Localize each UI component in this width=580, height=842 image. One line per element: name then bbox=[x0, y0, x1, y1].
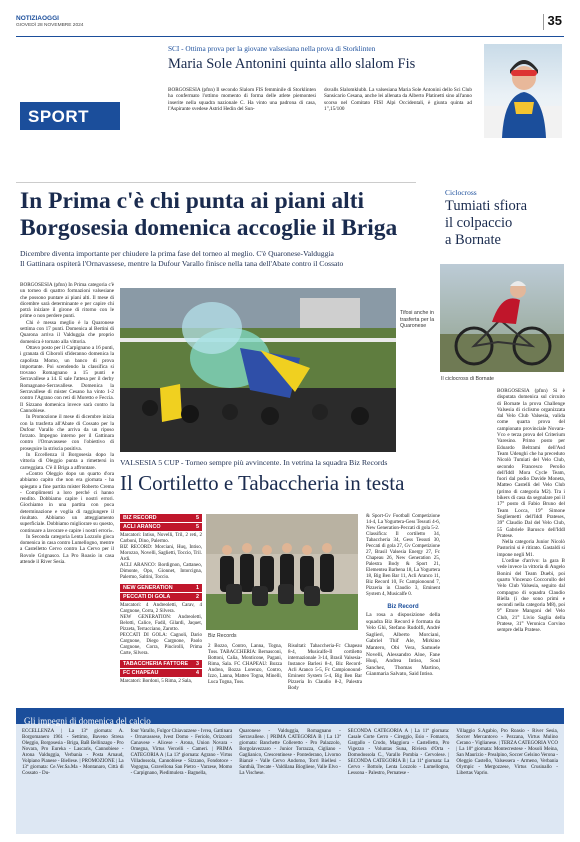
scorers-3: Marcatori: Bordoni, 5 Rima, 2 Sala, bbox=[120, 679, 192, 684]
results-cont: & Sport-Gv Football Competizione 14-4, La Yogurtera-Gess Tessuti 4-6, New Generation-Peccati di gola 5-2. bbox=[366, 514, 440, 531]
team-caption: Biz Records bbox=[208, 633, 237, 639]
score-row: FC CHAPEAU 4 bbox=[120, 669, 202, 677]
cycling-title-3: a Bornate bbox=[445, 232, 501, 248]
body-p5: In Eccellenza il Borgosesia dopo la vittoria di Oleggio punta a rimettersi in carreggiata. C'è il Briga a affrontare. bbox=[20, 452, 114, 471]
stadium-caption: Tifosi anche in trasferta per la Quaronese bbox=[400, 310, 435, 329]
cyclist-photo bbox=[440, 264, 564, 372]
ski-kicker: SCI - Ottima prova per la giovane valsesiana nella prova di Storklinten bbox=[168, 44, 376, 53]
main-headline bbox=[20, 188, 440, 242]
fixtures-col-4: SECONDA CATEGORIA A | La 11ª giornata: Casale Corte Cerro - Cireggio, Esio - Fomarco, Gargallo - Crodo, Maggiora - Castelletto, Pro Vigezzo - Voluntas Suna, Riviera d'Orta - Domodossola C., Varallo Pombia - Cervolese. | SECONDA CATEGORIA B | La 11ª giornata: La Cervo - Bottole, Lenta Lozzolo - Lumellogno, Lessona - Palestro, Pernatese - bbox=[347, 729, 450, 776]
valsesia-right bbox=[366, 514, 440, 678]
scorers-1: Marcatori: Intiso, Novelli, Tril, 2 reti, 2 Carboni, Dino, Palermo. bbox=[120, 533, 202, 544]
fixtures-col-5: Villaggio S.Agabio, Pro Roasio - River Sesia, Soccer Mercantovo - Pezzana, Virtus Mulino Cerano - Viglianese. | TERZA CATEGORIA VCO | La 10ª giornata: Montecrestese - Mosoli Meina, San Maurizio - Prealpino, Soccer Gelsino Verona - Oleggio Castello, Valsessera - Armeno, Verbania Olympic - Mergozzese, Virtus Crusinallo - Libertas Vaprio. bbox=[456, 729, 558, 776]
score-row: PECCATI DI GOLA 2 bbox=[120, 593, 202, 601]
score-row: ACLI ARANCO 5 bbox=[120, 523, 202, 531]
cycling-p1: BORGOSESIA (pfnn) Si è disputata domenica sul circuito di Bornate la prova Challenge Valsesia di ciclismo organizzata dal Velo Club Valsesia, valida come quarta prova del campionato provinciale Novara-Vco e terza prova del Criterium Varesino. Primo posto per Edoardo Beltrami dell'Asd Team Udenghi che ha preceduto Nicolò Tumiati del Velo Club, secondo Francesco Perolio dell'Iddl Mora Cycle Team, fuori dal podio Davide Moneta, Matteo Castelli del Velo Club (primo di categoria M2). Tra i bikers di casa da segnalare poi il 17° posto di Fabio Bruno del Team Locca, 19° Simone Sogliemetti dell'Iddl Prateses, 39° Claudio Dal del Velo Club, 55 Gabriele Barusco dell'Iddl Pratese. bbox=[497, 388, 565, 539]
ski-article bbox=[168, 44, 473, 112]
valsesia-results-text: Risultati: Tabaccheria-Fc Chapeau 8-4, Musicalfe-Il cortiletto internazionale 3-14, Brasil Valsesia-Instance Barlesi 8-4, Biz Record-Acli Aranco 5-5, Fc Campionound-Eminent System 5-4, Big Ben Bar Pizzeria In Claudio 8-2, Palestra Body bbox=[288, 644, 362, 691]
score-row: BIZ RECORD 5 bbox=[120, 514, 202, 522]
stadium-photo bbox=[120, 288, 396, 452]
main-body bbox=[20, 282, 114, 565]
fixtures-col-3: Quaronese - Valduggia, Romagnano - Serravallese. | PRIMA CATEGORIA B | La 13ª giornata: Banchette Colleretto - Pro Palazzolo, Borgolavezzaro - Junior Torrazza, Cigliano - Gaglianico, Crescentinese - Pontederano, Livorno Bianzè - Valle Cervo Andorno, Torri Biellesi - Santhià, Trecate - Valdilana Biogliese, Valle Elvo - La Vischese. bbox=[239, 729, 341, 776]
cycling-kicker: Ciclocross bbox=[445, 188, 477, 197]
headline-1: In Prima c'è chi punta ai piani alti bbox=[20, 188, 365, 214]
date: GIOVEDÌ 28 NOVEMBRE 2024 bbox=[16, 23, 84, 28]
page-number: 35 bbox=[547, 13, 562, 28]
ski-title: Maria Sole Antonini quinta allo slalom Fis bbox=[168, 56, 416, 72]
cycling-body bbox=[497, 388, 565, 634]
fixtures-title-bar bbox=[16, 708, 564, 724]
cycling-p2: Nella categoria Junior Nicolò Pastorini si è ritirato. Gastaldi si impone negli M1. bbox=[497, 539, 565, 558]
body-p7: In Seconda categoria Lenta Lozzolo gioca domenica in casa contro Lumellogno, mentre a Castelletto Cervo contro La Cervo per il Rovole Grignasco. La Pro Roasio in casa attende il River Sesia. bbox=[20, 533, 114, 566]
main-summary bbox=[20, 249, 440, 269]
scorers-2: Marcatori: 4 Andreoletti, Carav, 4 Cargnone, Corra, 2 Silvera. bbox=[120, 603, 202, 614]
summary-1: Dicembre diventa importante per chiudere la prima fase del torneo al meglio. C'è Quaronese-Valduggia bbox=[20, 249, 334, 258]
valsesia-results bbox=[120, 514, 202, 685]
lineup-peccati: PECCATI DI GOLA: Cagnoli, Dario Cargnone, Diego Cargnone, Paolo Cargnone, Corra, Pincirolli, Prima Carte, Silvera. bbox=[120, 633, 202, 656]
section-label: SPORT bbox=[20, 102, 120, 130]
biz-text: La rosa a disposizione della squadra Biz Record è formata da Velo Ghi, Stefano Rudolfi, André Saglieri, Alberto Morciani, Gabriel Thif Ale, Mirkino Mantero, Obi Vera, Samuele Novelli, Alessandro Aloe, Fane Huqi, Andrea Intiso, Soul Sanchez, Thomas Martino, Gianmaria Salvato, Said Intiso. bbox=[366, 612, 440, 678]
score-row: TABACCHERIA FATTORE 3 bbox=[120, 660, 202, 668]
team-photo bbox=[206, 514, 358, 630]
ski-col-2: dsvalls Slalomklubb. La valsesiana Maria Sole Antonini dello Sci Club Sansicario Cesana, anche lei allenata da Alberto Platinetti sino all'anno scorso nel Comitato FISI Alpi Occidentali, è giunta quinta ad 1",15/100 bbox=[324, 87, 472, 112]
fixtures-box bbox=[16, 708, 564, 834]
cycling-head bbox=[445, 188, 565, 249]
fixtures-col-1: ECCELLENZA | La 13ª giornata: A. Borgomanero 1961 - Settimo, Baveno Stresa Oleggio, Borgosesia - Briga, BaB Bellinzago - Pro Novara, Pro Eureka - Lascaris, Cannobiese - Arona Valduggia, Verbania - Posta Arnaud, Volpiano Pianese - Biellese. | PROMOZIONE | La 13ª giornata: Ce.Ver.Sa.Ma - Montanaro, Città di Cossato - Du- bbox=[22, 729, 124, 776]
skier-photo bbox=[484, 44, 562, 138]
summary-2: Il Gattinara ospiterà l'Ornavassese, mentre la Dufour Varallo finisce nella tana dell'Abate contro il Cossato bbox=[20, 259, 344, 268]
valsesia-mid-text: 2 Bozzo, Contro, Lanna, Togna, Toss. TABACCHERIA: Bernasconi, Bottoni, Calia, Monticone, Pagani, Rima, Sala. FC CHAPEAU: Bozza Andrea, Bozza Lorenzo, Contro, Izzo, Lanna, Matteo Togna, Minelli, Luca Togna, Toss. bbox=[208, 644, 282, 685]
body-p6: «Contro Oleggio dopo un quarto d'ora abbiamo capito che non era giornata - ha spiegato a fine partita mister Roberto Crema - Complimenti a loro perché ci hanno rendito. Dobbiamo capire i nostri errori. Giochiamo in una partita con poca determinazione e voglia di raggiungere il risultato. Abbiamo un atteggiamento superficiale. Dobbiamo migliorare su questo, continuare a lavorare e capire i nostri errori». bbox=[20, 470, 114, 534]
biz-heading: Biz Record bbox=[387, 604, 419, 610]
brand: NOTIZIAOGGI bbox=[16, 15, 59, 22]
valsesia-head bbox=[120, 458, 490, 496]
fixtures-col-2: four Varallo, Fulgor Chiavazzese - Ivrea, Gattinara - Ornavassese, Ivest Domo - Feriolo, Orizzonti Canavese - Alicese - Arona, Union Novara - Omegna, Virtus Vercelli - Cameri. | PRIMA CATEGORIA A | La 13ª giornata: Agrano - Virtus Villadossola, Cannobiese - Sizzano, Fondotoce - Vogogna, Gravellona San Pietro - Varzese, Momo - Carpignano, Piedimulera - Bagnella, bbox=[130, 729, 233, 776]
body-p4: In Promozione il mese di dicembre inizia con la trasferta all'Abate di Cossato per la Dufour Varallo che arriva da un riposo forzato. Impegno interno per il Gattinara contro l'Ornavassese con l'obiettivo di proseguire la striscia positiva. bbox=[20, 414, 114, 452]
classifica: Classifica: Il cortiletto 34, Tabaccheria 34, Gess Tessuti 30, Peccati di gola 27, Gv Competizione 27, Brasil Valsesia Energy 27, Fc Chapeau 26, New Generation 25, Palestra Body & Sport 21, Elementea Barbena 18, La Yogurtera 18, Big Ben Bar 11, Acli Aranco 11, Biz Record 10, Fc Campionound 7, Pizzeria in Claudio 3, Eminent System 4, Musicalfe 0. bbox=[366, 532, 440, 597]
fixtures-title: Gli impegni di domenica del calcio bbox=[24, 716, 151, 726]
headline-2: Borgosesia domenica accoglie il Briga bbox=[20, 215, 398, 241]
cycling-title-1: Tumiati sfiora bbox=[445, 198, 528, 214]
valsesia-title: Il Cortiletto e Tabaccheria in testa bbox=[120, 471, 405, 495]
score-row: NEW GENERATION 1 bbox=[120, 584, 202, 592]
cycling-caption: Il ciclocross di Bornate bbox=[441, 376, 494, 382]
lineup-newgen: NEW GENERATION: Andreoletti, Belotti, Calice, Fadil, Gilardi, Jaquet, Pizzeta, Terracciano, Zarotto. bbox=[120, 615, 202, 632]
header bbox=[16, 13, 564, 37]
lineup-biz: BIZ RECORD: Morciani, Huq, Intiso, Morozzo, Novelli, Saglietti, Toccio, Tril. Ardi. bbox=[120, 545, 202, 562]
body-p3: Ottavo posto per il Carpignano a 16 punti, i granata di Ciboroli sfideranno domenica la capolista Momo, un banco di prova importante. Poi scendendo la classifica si trovano Romagnano a 15 punti e Serravallese a 14. E sale l'attesa per il derby Romagnano-Serravallese. Domenica la Serravallese di mister Cesano ha vinto 1-2 contro l'Agrano con reti di Moretto e Feccia. Il Sizzano domenica invece sarà contro la Cannobiese. bbox=[20, 344, 114, 414]
body-p2: Chi è messa meglio è la Quaronese settima con 17 punti. Domenica al Bertini di Quarona arriva il Valduggia che proprio domenica è tornato alla vittoria. bbox=[20, 319, 114, 345]
cycling-p3: L'ordine d'arrivo: la gara B vede invece la vittoria di Angelo Bonini del Team Duebì, poi quarto Vincenzo Coccorullo del Velo Club Valsesia, seguito dal compagno di squadra Claudio Biella (i due sono primi e secondi nella categoria M8), poi 9° Ettore Mangoni del Velo Club, 21° Livio Saglia della Pratese, 31° Veronica Corvino sempre della Pratese. bbox=[497, 558, 565, 634]
lineup-acli: ACLI ARANCO: Bordignon, Cattaneo, Dimonte, Opo, Gionnet, Intorcigna, Palermo, Saltini, Toccio. bbox=[120, 563, 202, 580]
body-p1: BORGOSESIA (pfnn) In Prima categoria c'è un torneo di quattro formazioni valsesiane che possono puntare ai piani alti. Il mese di dicembre sarà determinante e per capire chi potrà iniziare il girone di ritorno con le prime o non perdere punti. bbox=[20, 282, 114, 320]
cycling-title-2: il colpaccio bbox=[445, 215, 513, 231]
ski-col-1: BORGOSESIA (pfnn) Il secondo Slalom FIS femminile di Storklinten ha confermato l'ottimo momento di forma delle atlete piemontesi inserite nella squadra nazionale C. Ha vinto una padrona di casa, l'Aspirante svedese Astrid Hedin del Sun- bbox=[168, 87, 316, 112]
valsesia-kicker: VALSESIA 5 CUP - Torneo sempre più avvincente. In vetrina la squadra Biz Records bbox=[120, 458, 388, 467]
